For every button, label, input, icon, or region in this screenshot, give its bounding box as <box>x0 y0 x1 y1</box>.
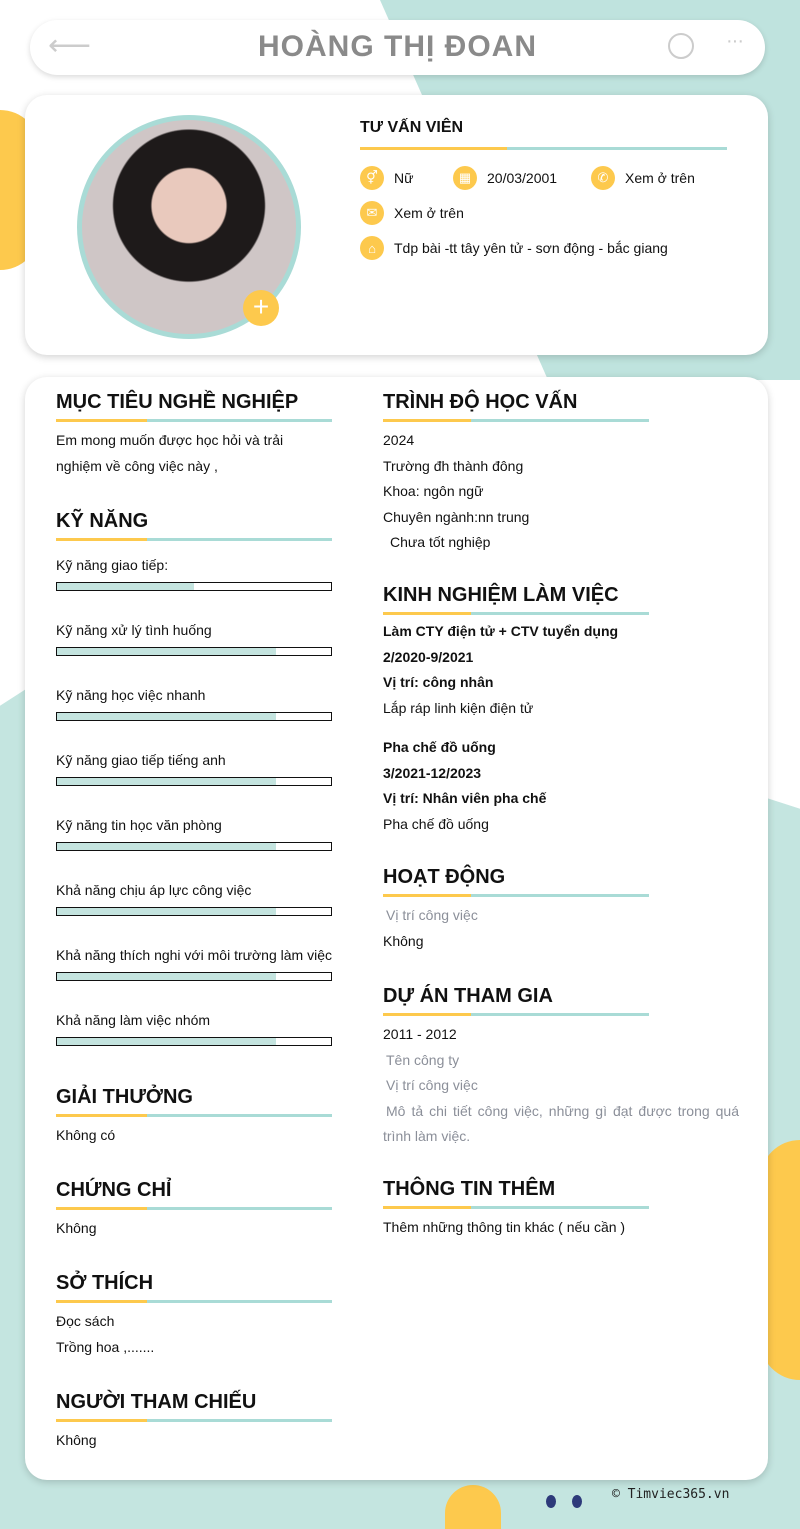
bg-dot <box>546 1495 556 1508</box>
skill-label: Khả năng thích nghi với môi trường làm việc <box>56 947 332 963</box>
skill-label: Kỹ năng tin học văn phòng <box>56 817 222 833</box>
education-major: Chuyên ngành:nn trung <box>383 508 530 525</box>
skill-bar <box>56 582 332 591</box>
section-title: KỸ NĂNG <box>56 510 149 532</box>
skill-item <box>56 815 332 880</box>
birthday-value: 20/03/2001 <box>487 170 558 186</box>
education-status: Chưa tốt nghiệp <box>390 534 491 550</box>
section-title: KINH NGHIỆM LÀM VIỆC <box>383 584 619 606</box>
skill-item <box>56 750 332 815</box>
skills-section <box>56 510 332 1075</box>
divider <box>360 147 727 150</box>
job-company: Pha chế đồ uống <box>383 739 496 755</box>
skill-label: Kỹ năng học việc nhanh <box>56 687 206 703</box>
hobby-item: Trồng hoa ,....... <box>56 1338 155 1355</box>
skill-bar-fill <box>57 843 276 850</box>
section-title: GIẢI THƯỞNG <box>56 1086 193 1108</box>
skill-bar-fill <box>57 778 276 785</box>
section-title: HOẠT ĐỘNG <box>383 866 506 888</box>
section-title: THÔNG TIN THÊM <box>383 1178 556 1200</box>
skill-bar-fill <box>57 1038 276 1045</box>
skill-label: Kỹ năng giao tiếp: <box>56 557 169 573</box>
skill-label: Kỹ năng giao tiếp tiếng anh <box>56 752 226 768</box>
job-period: 3/2021-12/2023 <box>383 764 482 781</box>
extra-info-section <box>383 1178 649 1241</box>
education-year: 2024 <box>383 432 415 448</box>
section-title: TRÌNH ĐỘ HỌC VẤN <box>383 391 578 413</box>
project-desc: Mô tả chi tiết công việc, những gì đạt được trong quá trình làm việc. <box>383 1102 739 1144</box>
home-icon: ⌂ <box>360 236 384 260</box>
page-title: HOÀNG THỊ ĐOAN <box>258 30 537 63</box>
hobbies-section <box>56 1272 332 1360</box>
skill-bar <box>56 647 332 656</box>
education-section <box>383 391 649 556</box>
awards-text: Không có <box>56 1127 116 1143</box>
job-company: Làm CTY điện tử + CTV tuyển dụng <box>383 623 619 639</box>
job-role: Vị trí: Nhân viên pha chế <box>383 790 547 806</box>
email-field <box>360 201 464 225</box>
gender-field <box>360 166 413 190</box>
skill-label: Khả năng làm việc nhóm <box>56 1012 211 1028</box>
bg-dot <box>572 1495 582 1508</box>
job-desc: Lắp ráp linh kiện điện tử <box>383 699 534 716</box>
objective-section <box>56 391 332 479</box>
more-icon[interactable]: ··· <box>726 30 743 52</box>
projects-section <box>383 985 739 1150</box>
activities-section <box>383 866 649 954</box>
skill-bar <box>56 1037 332 1046</box>
add-photo-button[interactable]: + <box>243 290 279 326</box>
search-icon[interactable] <box>668 33 694 59</box>
section-title: NGƯỜI THAM CHIẾU <box>56 1391 257 1413</box>
skill-bar-fill <box>57 713 276 720</box>
education-faculty: Khoa: ngôn ngữ <box>383 483 484 499</box>
references-section <box>56 1391 332 1454</box>
objective-text: Em mong muốn được học hỏi và trải nghiệm về công việc này , <box>56 432 284 474</box>
skill-item <box>56 1010 332 1075</box>
project-role: Vị trí công việc <box>386 1077 478 1093</box>
email-value: Xem ở trên <box>394 205 464 221</box>
skill-bar <box>56 712 332 721</box>
skill-bar <box>56 777 332 786</box>
job-entry <box>383 619 649 721</box>
gender-value: Nữ <box>394 170 414 186</box>
skill-bar <box>56 972 332 981</box>
phone-value: Xem ở trên <box>625 170 695 186</box>
experience-section <box>383 584 649 837</box>
skill-item <box>56 945 332 1010</box>
job-entry <box>383 735 649 837</box>
calendar-icon: ▦ <box>453 166 477 190</box>
activity-role: Vị trí công việc <box>386 907 478 923</box>
footer-brand: © Timviec365.vn <box>612 1487 730 1502</box>
certs-section <box>56 1179 332 1242</box>
address-value: Tdp bài -tt tây yên tử - sơn động - bắc giang <box>394 240 668 256</box>
activity-text: Không <box>383 932 424 949</box>
skill-bar-fill <box>57 908 276 915</box>
gender-icon: ⚥ <box>360 166 384 190</box>
certs-text: Không <box>56 1220 97 1236</box>
top-bar <box>30 20 765 75</box>
skill-item <box>56 880 332 945</box>
skill-label: Khả năng chịu áp lực công việc <box>56 882 252 898</box>
extra-text: Thêm những thông tin khác ( nếu cần ) <box>383 1219 626 1235</box>
education-school: Trường đh thành đông <box>383 457 524 474</box>
profile-card <box>25 95 768 355</box>
project-period: 2011 - 2012 <box>383 1026 457 1042</box>
skill-bar-fill <box>57 648 276 655</box>
skill-label: Kỹ năng xử lý tình huống <box>56 622 212 638</box>
job-desc: Pha chế đồ uống <box>383 815 489 832</box>
awards-section <box>56 1086 332 1149</box>
skill-bar <box>56 842 332 851</box>
skill-item <box>56 555 332 620</box>
section-title: SỞ THÍCH <box>56 1272 154 1294</box>
job-period: 2/2020-9/2021 <box>383 648 474 665</box>
references-text: Không <box>56 1432 97 1448</box>
phone-icon: ✆ <box>591 166 615 190</box>
back-arrow-icon[interactable]: ⟵ <box>48 29 92 62</box>
section-title: DỰ ÁN THAM GIA <box>383 985 553 1007</box>
skill-bar <box>56 907 332 916</box>
section-title: MỤC TIÊU NGHỀ NGHIỆP <box>56 391 299 413</box>
job-position: TƯ VẤN VIÊN <box>360 119 464 136</box>
hobby-item: Đọc sách <box>56 1313 115 1329</box>
skill-item <box>56 685 332 750</box>
section-title: CHỨNG CHỈ <box>56 1179 172 1201</box>
skill-item <box>56 620 332 685</box>
project-company: Tên công ty <box>386 1051 460 1068</box>
mail-icon: ✉ <box>360 201 384 225</box>
birthday-field <box>453 166 557 190</box>
skill-bar-fill <box>57 973 276 980</box>
address-field <box>360 236 668 260</box>
job-role: Vị trí: công nhân <box>383 674 494 690</box>
phone-field <box>591 166 695 190</box>
skill-bar-fill <box>57 583 194 590</box>
